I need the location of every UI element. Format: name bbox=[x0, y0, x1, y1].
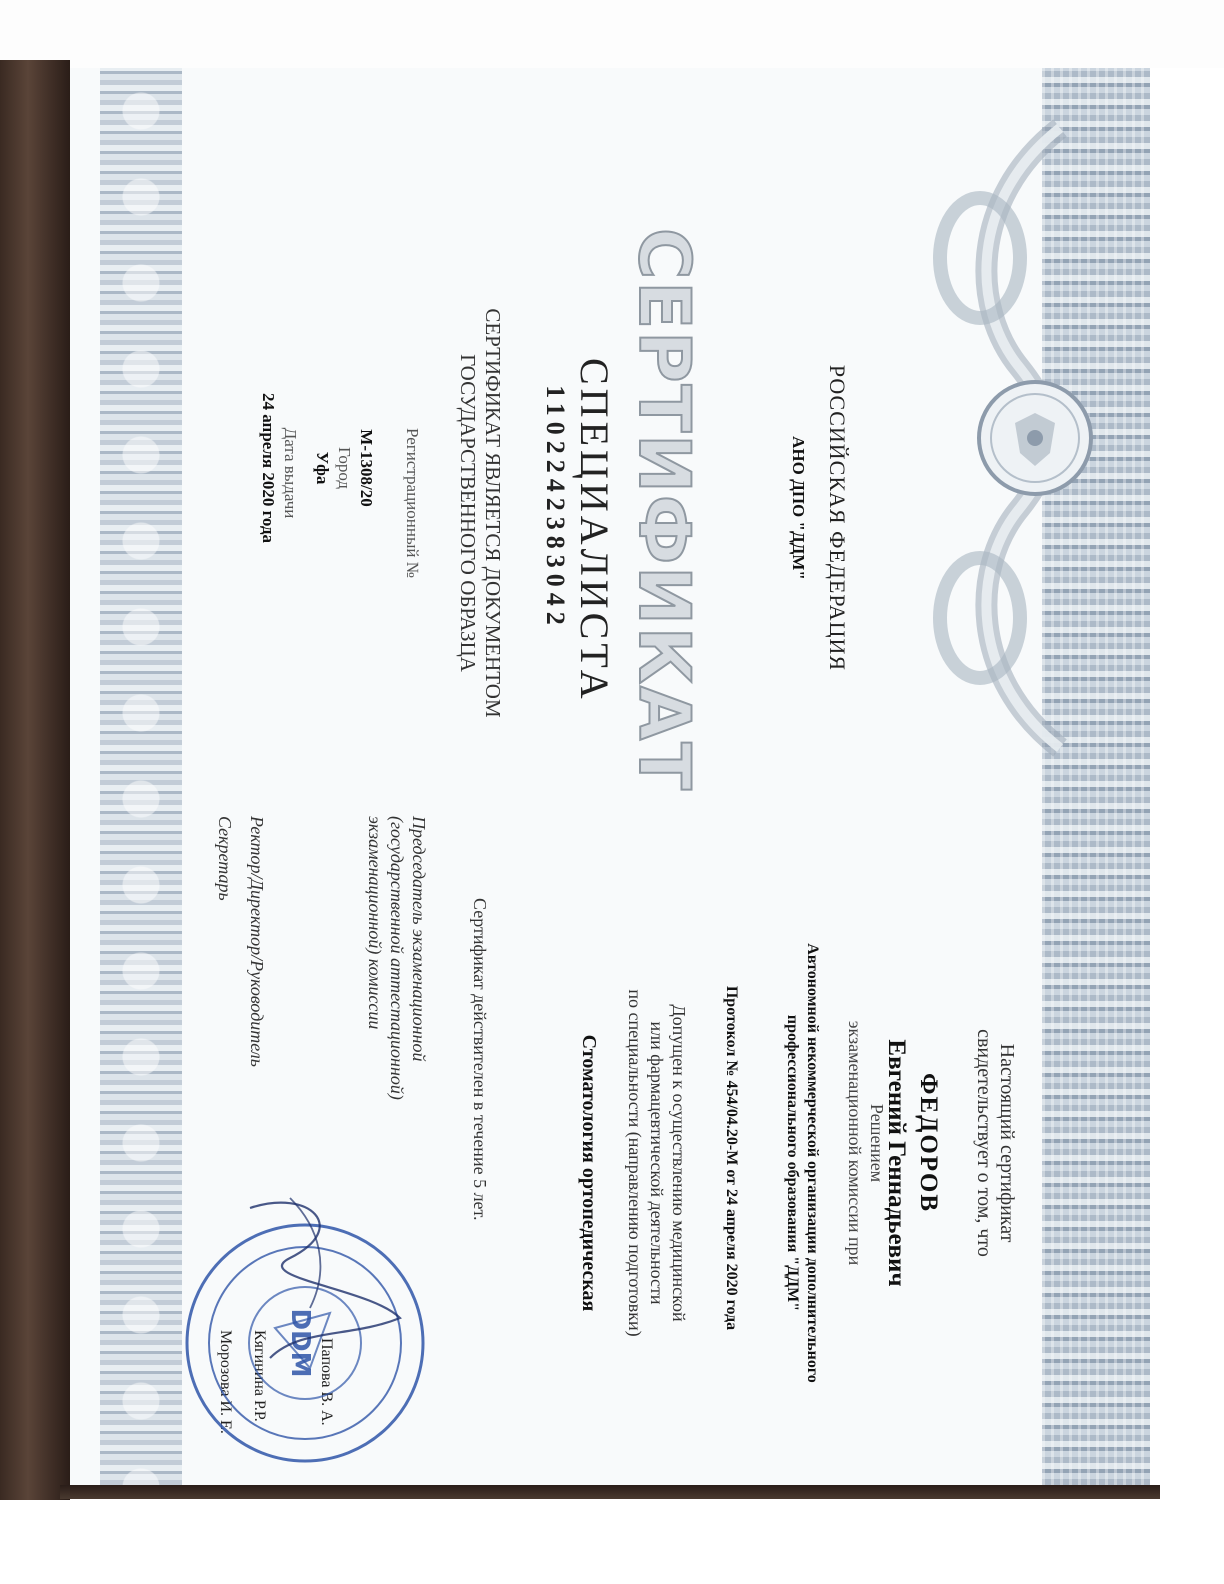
certificate-subtitle: СПЕЦИАЛИСТА bbox=[572, 358, 617, 703]
scan-edge-left bbox=[0, 60, 70, 1500]
specialty: Стоматология ортопедическая bbox=[578, 1034, 600, 1312]
admit-line-2: или фармацевтической деятельности bbox=[647, 1021, 667, 1305]
chair-role-line-3: экзаменационной) комиссии bbox=[365, 816, 385, 1030]
stamp-center-text: DDM bbox=[285, 1308, 315, 1378]
holder-surname: ФЕДОРОВ bbox=[915, 1072, 942, 1214]
scan-margin-top bbox=[0, 0, 1224, 68]
protocol-line: Протокол № 454/04.20-М от 24 апреля 2020 года bbox=[723, 985, 740, 1331]
org-full-line-2: профессионального образования "ДДМ" bbox=[784, 1014, 801, 1312]
registration-number: М-1308/20 bbox=[357, 429, 376, 507]
decision-line-1: Решением bbox=[867, 1103, 887, 1183]
country-line: РОССИЙСКАЯ ФЕДЕРАЦИЯ bbox=[825, 364, 850, 672]
issue-date-label: Дата выдачи bbox=[281, 427, 300, 519]
certificate-number: 1102242383042 bbox=[541, 385, 570, 631]
decision-text bbox=[844, 923, 888, 1363]
decision-line-2: экзаменационной комиссии при bbox=[845, 1020, 865, 1266]
handwritten-signature bbox=[230, 1168, 430, 1388]
secretary-role: Секретарь bbox=[215, 816, 235, 901]
chair-role-line-2: (государственной аттестационной) bbox=[387, 816, 407, 1100]
organization-full bbox=[782, 903, 822, 1423]
rector-name: Кягинина Р.Р. bbox=[251, 1330, 268, 1422]
org-full-line-1: Автономной некоммерческой организации дополнительного bbox=[804, 943, 821, 1383]
status-line-1: СЕРТИФИКАТ ЯВЛЯЕТСЯ ДОКУМЕНТОМ bbox=[481, 308, 505, 718]
secretary-name: Морозова И. Е. bbox=[217, 1330, 234, 1434]
rector-role: Ректор/Директор/Руководитель bbox=[247, 816, 267, 1067]
admission-text bbox=[624, 953, 690, 1373]
city-label: Город bbox=[335, 447, 354, 489]
holder-given-names: Евгений Геннадьевич bbox=[883, 1039, 910, 1287]
certificate-sheet bbox=[70, 68, 1150, 1485]
status-block bbox=[455, 233, 505, 793]
admit-line-3: по специальности (направлению подготовки) bbox=[625, 989, 645, 1337]
certificate-title: СЕРТИФИКАТ bbox=[623, 228, 705, 792]
intro-text bbox=[972, 993, 1018, 1293]
chair-name: Папова В. А. bbox=[318, 1338, 335, 1426]
organization-short: АНО ДПО "ДДМ" bbox=[789, 436, 808, 580]
intro-line-2: свидетельствует о том, что bbox=[973, 1029, 995, 1257]
chair-role-line-1: Председатель экзаменационной bbox=[409, 816, 429, 1062]
intro-line-1: Настоящий сертификат bbox=[996, 1043, 1018, 1243]
admit-line-1: Допущен к осуществлению медицинской bbox=[669, 1004, 689, 1322]
validity-line: Сертификат действителен в течение 5 лет. bbox=[470, 898, 490, 1221]
registration-label: Регистрационный № bbox=[403, 428, 422, 578]
issue-date: 24 апреля 2020 года bbox=[259, 393, 278, 543]
status-line-2: ГОСУДАРСТВЕННОГО ОБРАЗЦА bbox=[456, 354, 480, 672]
scan-edge-bottom bbox=[60, 1485, 1160, 1499]
city-value: Уфа bbox=[313, 451, 332, 485]
